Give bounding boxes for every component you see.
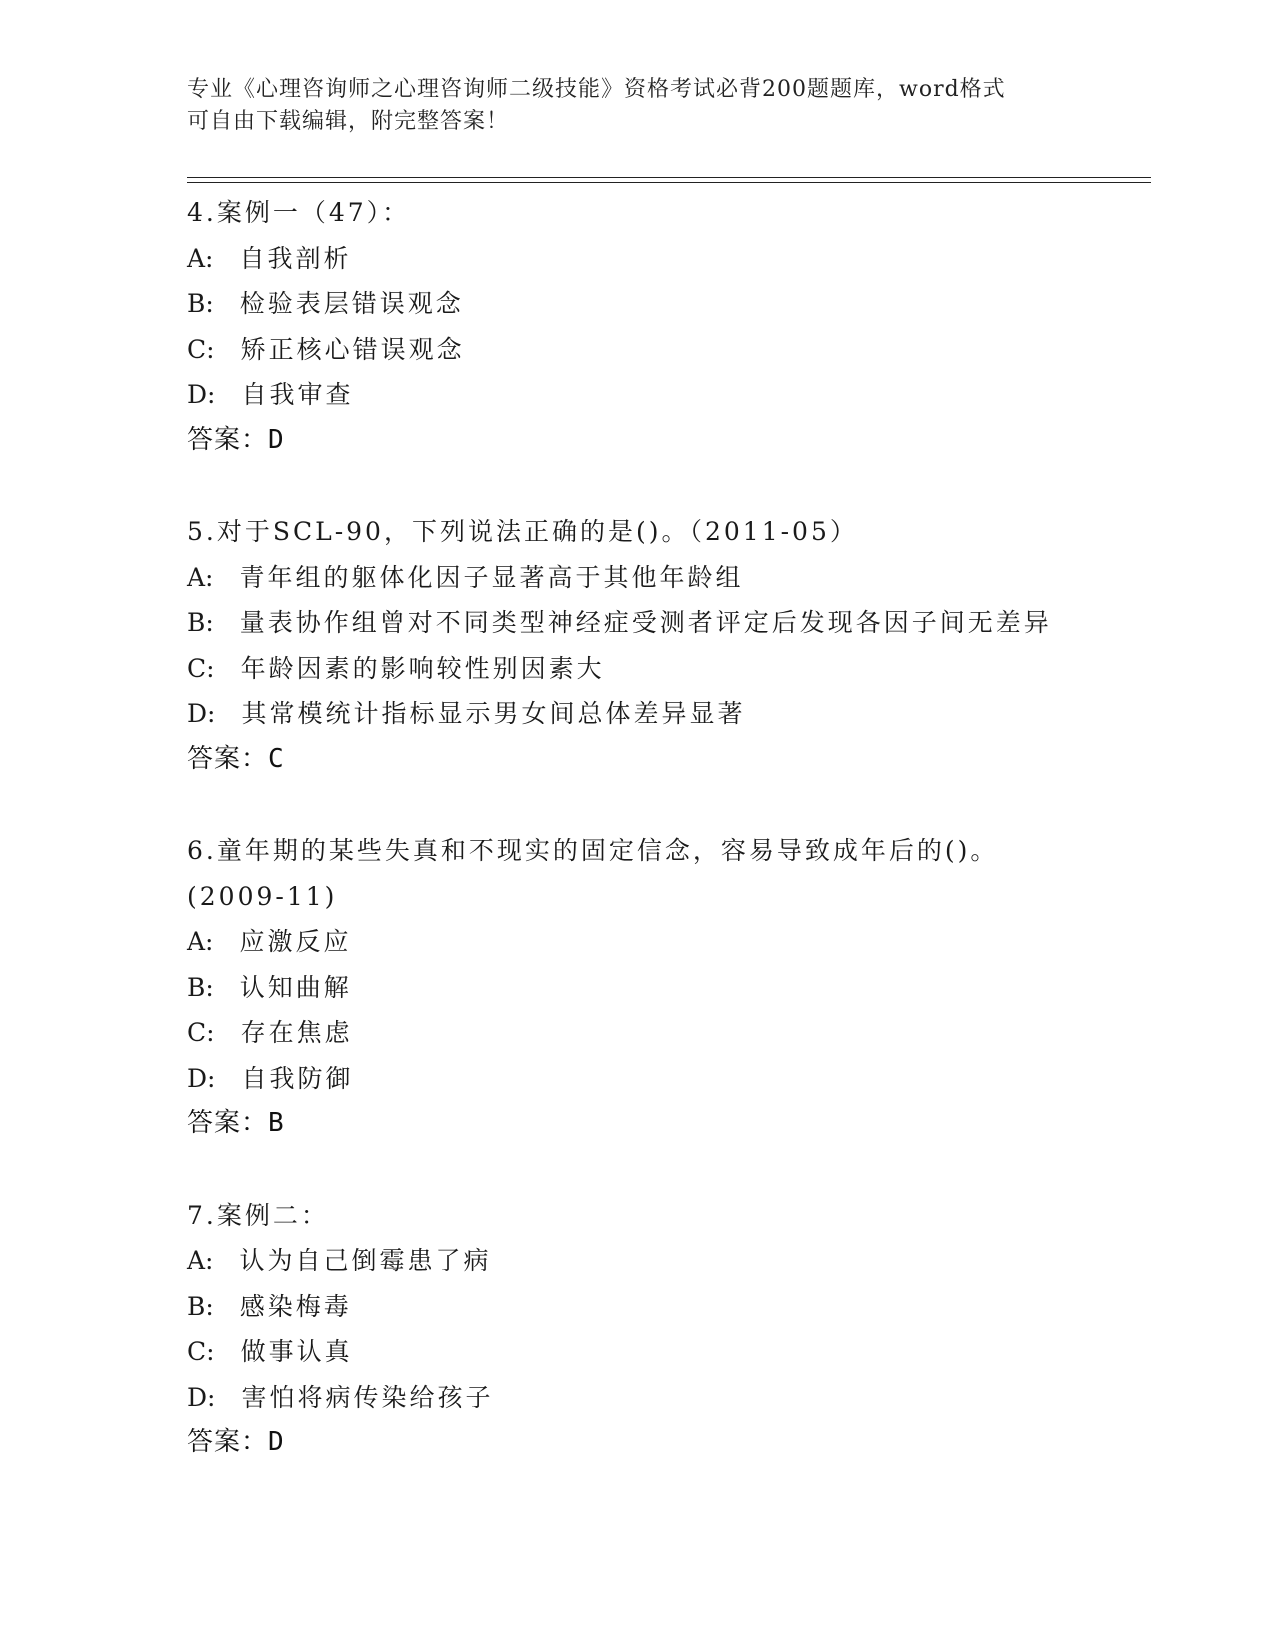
answer-value: B (268, 1108, 285, 1138)
option-letter: D: (187, 380, 216, 409)
answer-label: 答案： (187, 743, 269, 774)
option-a (187, 236, 1147, 282)
option-text: 应激反应 (239, 927, 352, 956)
question-list (187, 190, 1147, 1512)
option-letter: A: (187, 927, 214, 956)
option-text: 矫正核心错误观念 (240, 334, 465, 364)
option-text: 害怕将病传染给孩子 (241, 1382, 494, 1412)
header-divider-bottom (187, 182, 1151, 183)
header-line-2: 可自由下载编辑，附完整答案！ (187, 109, 510, 134)
option-text: 自我防御 (241, 1063, 354, 1093)
option-c (187, 1329, 1147, 1375)
answer-value: C (268, 743, 285, 774)
option-d (187, 1375, 1147, 1421)
answer-line (187, 1101, 1147, 1147)
question-text: 6.童年期的某些失真和不现实的固定信念，容易导致成年后的()。 (187, 836, 999, 865)
option-d (187, 1056, 1147, 1102)
question-text: 7.案例二： (187, 1200, 329, 1230)
option-a (187, 555, 1147, 601)
option-c (187, 646, 1147, 692)
document-header (187, 74, 1087, 138)
option-b (187, 965, 1147, 1011)
option-text: 存在焦虑 (240, 1018, 353, 1047)
option-text: 自我剖析 (239, 243, 352, 273)
option-text: 检验表层错误观念 (239, 289, 464, 318)
question-text: 4.案例一（47）： (187, 198, 411, 227)
question-text-continued: (2009-11) (187, 881, 338, 911)
answer-line (187, 418, 1147, 464)
option-letter: B: (187, 289, 214, 318)
answer-label: 答案： (187, 424, 269, 455)
option-letter: B: (187, 608, 214, 637)
option-letter: C: (187, 1337, 215, 1366)
answer-value: D (268, 1427, 285, 1457)
question-item (187, 828, 1147, 1147)
answer-label: 答案： (187, 1427, 269, 1457)
question-text: 5.对于SCL-90，下列说法正确的是()。（2011-05） (187, 517, 858, 546)
option-d (187, 691, 1147, 737)
option-b (187, 600, 1147, 646)
option-text: 做事认真 (240, 1337, 353, 1366)
option-letter: C: (187, 334, 215, 364)
option-letter: A: (187, 243, 214, 273)
question-item (187, 190, 1147, 463)
option-d (187, 372, 1147, 418)
option-letter: D: (187, 699, 216, 728)
option-a (187, 919, 1147, 965)
option-letter: B: (187, 972, 214, 1002)
option-letter: D: (187, 1382, 216, 1412)
option-text: 年龄因素的影响较性别因素大 (240, 653, 605, 683)
question-item (187, 1193, 1147, 1466)
question-item (187, 509, 1147, 782)
option-text: 自我审查 (241, 380, 354, 409)
option-text: 认为自己倒霉患了病 (239, 1246, 492, 1275)
option-c (187, 327, 1147, 373)
answer-line (187, 1420, 1147, 1466)
option-letter: C: (187, 653, 215, 683)
option-a (187, 1238, 1147, 1284)
option-letter: A: (187, 562, 214, 592)
option-c (187, 1010, 1147, 1056)
answer-value: D (268, 424, 285, 455)
option-text: 感染梅毒 (239, 1291, 352, 1321)
header-line-1: 专业《心理咨询师之心理咨询师二级技能》资格考试必背200题题库，word格式 (187, 77, 1006, 102)
option-text: 认知曲解 (239, 972, 352, 1002)
option-letter: D: (187, 1063, 216, 1093)
answer-label: 答案： (187, 1108, 269, 1138)
option-text: 青年组的躯体化因子显著高于其他年龄组 (239, 562, 744, 592)
option-letter: C: (187, 1018, 215, 1047)
option-b (187, 1284, 1147, 1330)
option-letter: A: (187, 1246, 214, 1275)
option-text: 其常模统计指标显示男女间总体差异显著 (241, 699, 746, 728)
option-text: 量表协作组曾对不同类型神经症受测者评定后发现各因子间无差异 (239, 608, 1052, 637)
option-b (187, 281, 1147, 327)
answer-line (187, 737, 1147, 783)
header-divider-top (187, 177, 1151, 178)
option-letter: B: (187, 1291, 214, 1321)
